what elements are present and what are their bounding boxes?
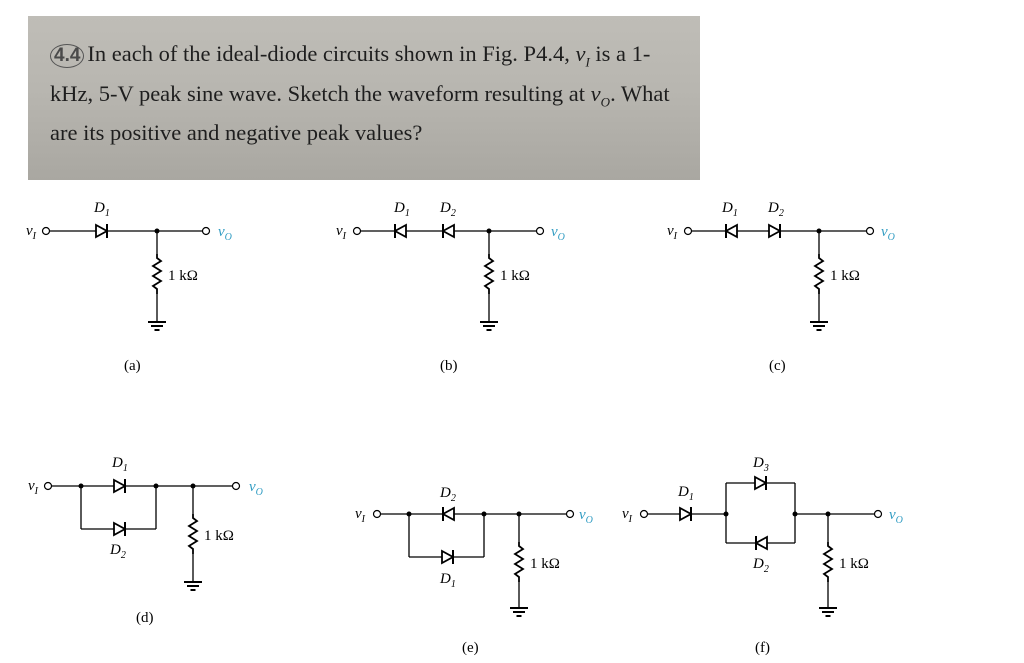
ground-icon-f: [819, 608, 837, 616]
problem-text-part3: . What are its positive and negative peak values?: [50, 80, 670, 145]
d1-label-e: $D_1$: [440, 571, 456, 590]
input-label-a: $v_I$: [26, 223, 37, 242]
resistor-icon-d: [189, 514, 197, 554]
output-terminal-c: [867, 228, 874, 235]
ground-icon-b: [480, 322, 498, 330]
d2-label-b: $D_2$: [440, 200, 456, 219]
output-label-c: $v_O$: [881, 224, 895, 243]
resistor-label-d: 1 kΩ: [204, 528, 234, 544]
ground-icon-d: [184, 582, 202, 590]
d1-label-a: $D_1$: [94, 200, 110, 219]
input-variable: $v_I$: [575, 41, 590, 70]
resistor-icon-e: [515, 542, 523, 582]
problem-text-part2: is a 1-kHz, 5-V peak sine wave. Sketch the waveform resulting at: [50, 41, 651, 106]
ground-icon-c: [810, 322, 828, 330]
d1-label-d: $D_1$: [112, 455, 128, 474]
circuit-e: [355, 485, 593, 656]
diode-icon-f-d1: [678, 507, 691, 521]
circuit-f: [622, 455, 903, 656]
d3-label-f: $D_3$: [753, 455, 769, 474]
input-label-e: $v_I$: [355, 506, 366, 525]
circuit-c: [667, 200, 895, 374]
resistor-icon-b: [485, 254, 493, 294]
d1-label-c: $D_1$: [722, 200, 738, 219]
diode-icon-c-d2: [767, 224, 780, 238]
circuit-d: [28, 455, 263, 626]
output-variable: $v_O$: [590, 80, 611, 109]
caption-b: (b): [440, 358, 458, 374]
output-terminal-b: [537, 228, 544, 235]
diode-icon-e-d2: [443, 507, 454, 521]
circuit-a: [26, 200, 232, 374]
diode-icon-f-d2: [756, 536, 767, 550]
resistor-label-f: 1 kΩ: [839, 556, 869, 572]
diode-icon-c-d1: [726, 224, 737, 238]
diode-icon-b-d1: [395, 224, 406, 238]
input-label-b: $v_I$: [336, 223, 347, 242]
output-label-e: $v_O$: [579, 507, 593, 526]
problem-text-part1: In each of the ideal-diode circuits shown in Fig. P4.4,: [87, 41, 570, 66]
output-label-f: $v_O$: [889, 507, 903, 526]
ground-icon-a: [148, 322, 166, 330]
diode-icon-d-d1: [112, 479, 125, 493]
d2-label-d: $D_2$: [110, 542, 126, 561]
resistor-label-e: 1 kΩ: [530, 556, 560, 572]
resistor-label-a: 1 kΩ: [168, 268, 198, 284]
caption-a: (a): [124, 358, 141, 374]
d2-label-e: $D_2$: [440, 485, 456, 504]
input-label-f: $v_I$: [622, 506, 633, 525]
output-terminal-e: [567, 511, 574, 518]
diode-icon-d-d2: [112, 522, 125, 536]
caption-d: (d): [136, 610, 154, 626]
diode-icon-e-d1: [440, 550, 453, 564]
input-label-d: $v_I$: [28, 478, 39, 497]
diode-icon-f-d3: [753, 476, 766, 490]
d1-label-b: $D_1$: [394, 200, 410, 219]
output-terminal-d: [233, 483, 240, 490]
diode-icon-b-d2: [443, 224, 454, 238]
resistor-label-c: 1 kΩ: [830, 268, 860, 284]
resistor-icon-c: [815, 254, 823, 294]
circuit-b: [336, 200, 565, 374]
d2-label-f: $D_2$: [753, 556, 769, 575]
resistor-label-b: 1 kΩ: [500, 268, 530, 284]
ground-icon-e: [510, 608, 528, 616]
caption-c: (c): [769, 358, 786, 374]
d1-label-f: $D_1$: [678, 484, 694, 503]
output-label-b: $v_O$: [551, 224, 565, 243]
input-terminal-c: [685, 228, 692, 235]
input-terminal-e: [374, 511, 381, 518]
output-terminal-f: [875, 511, 882, 518]
resistor-icon-a: [153, 254, 161, 294]
input-terminal-a: [43, 228, 50, 235]
output-terminal-a: [203, 228, 210, 235]
diode-icon-a-d1: [94, 224, 107, 238]
input-label-c: $v_I$: [667, 223, 678, 242]
problem-number: 4.4: [50, 44, 84, 68]
caption-f: (f): [755, 640, 770, 656]
output-label-d: $v_O$: [249, 479, 263, 498]
input-terminal-b: [354, 228, 361, 235]
input-terminal-d: [45, 483, 52, 490]
input-terminal-f: [641, 511, 648, 518]
resistor-icon-f: [824, 542, 832, 582]
caption-e: (e): [462, 640, 479, 656]
output-label-a: $v_O$: [218, 224, 232, 243]
d2-label-c: $D_2$: [768, 200, 784, 219]
